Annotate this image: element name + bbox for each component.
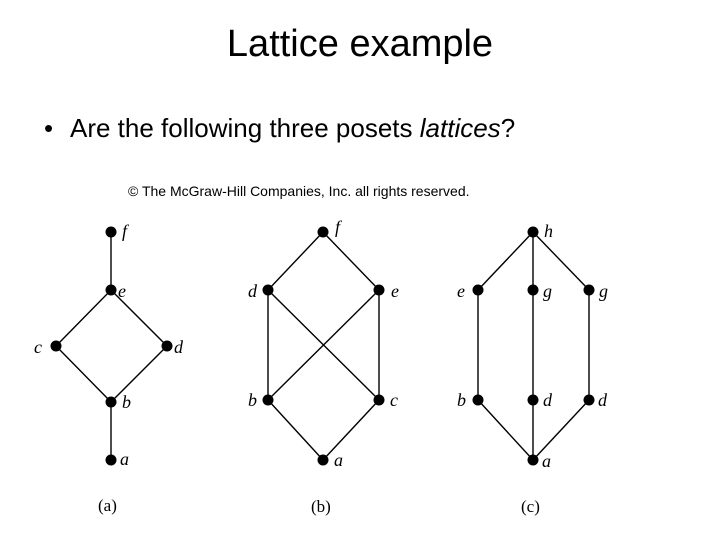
node-a-f [106, 227, 117, 238]
label-b-a: a [334, 450, 343, 470]
label-a-c: c [34, 337, 42, 357]
bullet-text: Are the following three posets [70, 113, 420, 143]
edge-a-b-d [111, 346, 167, 402]
label-a-e: e [118, 281, 126, 301]
node-c-g-right [584, 285, 595, 296]
node-c-b [473, 395, 484, 406]
node-c-d-right [584, 395, 595, 406]
node-a-c [51, 341, 62, 352]
edge-b-e-f [323, 232, 379, 290]
edge-c-a-b [478, 400, 533, 460]
bullet-point: • [44, 113, 54, 143]
label-a-d: d [174, 337, 183, 357]
edge-b-a-b [268, 400, 323, 460]
label-b-c: c [390, 390, 398, 410]
label-c-h: h [544, 221, 553, 241]
bullet-emphasis: lattices [419, 113, 501, 143]
edge-c-g-h [533, 232, 589, 290]
node-c-g-middle [528, 285, 539, 296]
node-b-c [374, 395, 385, 406]
label-b-b: b [248, 390, 257, 410]
node-c-a [528, 455, 539, 466]
node-b-a [318, 455, 329, 466]
node-c-e [473, 285, 484, 296]
edge-a-b-c [56, 346, 111, 402]
label-c-e: e [457, 281, 465, 301]
hasse-edges [56, 232, 589, 460]
label-c-d-right: d [598, 390, 607, 410]
label-a-a: a [120, 449, 129, 469]
edge-b-d-f [268, 232, 323, 290]
node-b-e [374, 285, 385, 296]
label-b-e: e [391, 281, 399, 301]
node-a-d [162, 341, 173, 352]
edge-c-e-h [478, 232, 533, 290]
label-c-g-middle: g [543, 281, 552, 301]
panel-label-b: (b) [311, 497, 331, 516]
node-c-d-middle [528, 395, 539, 406]
label-a-b: b [122, 392, 131, 412]
label-b-f: f [335, 217, 341, 237]
label-c-g-right: g [599, 281, 608, 301]
bullet-end: ? [500, 113, 516, 143]
panel-label-c: (c) [521, 497, 540, 516]
edge-b-a-c [323, 400, 379, 460]
label-c-d-middle: d [543, 390, 552, 410]
node-a-a [106, 455, 117, 466]
node-b-b [263, 395, 274, 406]
node-c-h [528, 227, 539, 238]
label-a-f: f [122, 221, 128, 241]
label-c-a: a [542, 451, 551, 471]
node-a-e [106, 285, 117, 296]
panel-label-a: (a) [98, 496, 117, 515]
label-b-d: d [248, 281, 257, 301]
edge-a-c-e [56, 290, 111, 346]
node-b-f [318, 227, 329, 238]
slide-title: Lattice example [226, 23, 494, 65]
label-c-b: b [457, 390, 466, 410]
node-b-d [263, 285, 274, 296]
node-a-b [106, 397, 117, 408]
copyright-notice: © The McGraw-Hill Companies, Inc. all rights reserved. [128, 183, 470, 199]
